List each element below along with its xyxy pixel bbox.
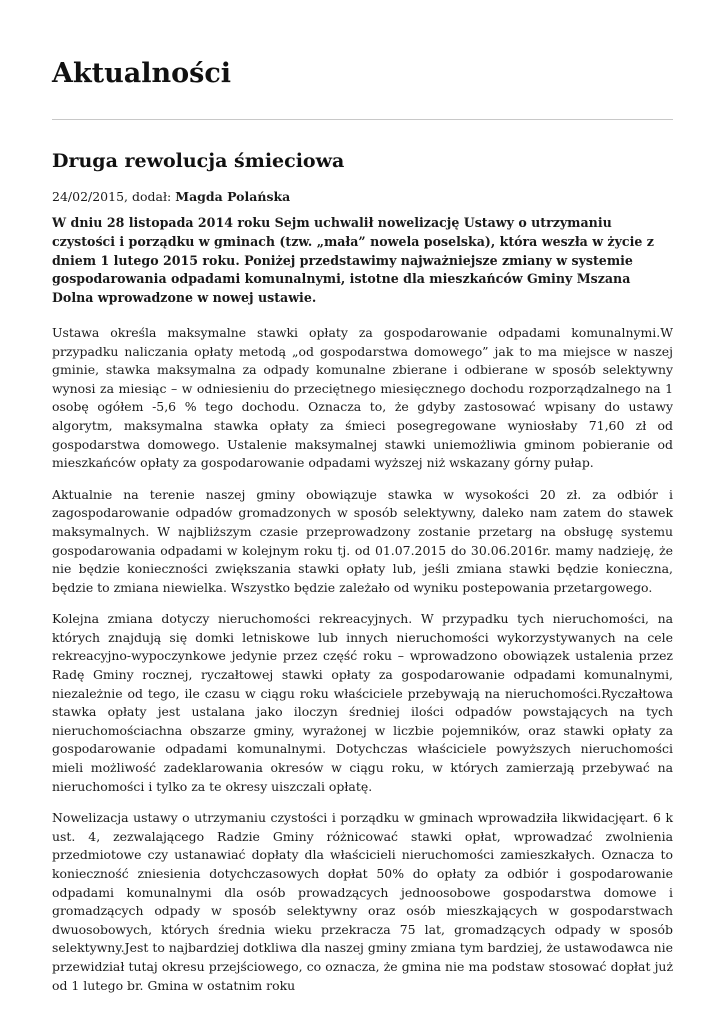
article-author: Magda Polańska bbox=[175, 189, 291, 204]
article-paragraph-3: Kolejna zmiana dotyczy nieruchomości rekreacyjnych. W przypadku tych nieruchomości, na których znajdują się domki letniskowe lub innych nieruchomości wykorzystywanych na cele rekreacyjno-wypoczynkowe jedynie przez część roku – wprowadzono obowiązek ustalenia przez Radę Gminy rocznej, ryczałtowej stawki opłaty za gospodarowanie odpadami komunalnymi, niezależnie od tego, ile czasu w ciągu roku właściciele przebywają na nieruchomości.Ryczałtowa stawka opłaty jest ustalana jako iloczyn średniej ilości odpadów powstających na tych nieruchomościachna obszarze gminy, wyrażonej w liczbie pojemników, oraz stawki opłaty za gospodarowanie odpadami komunalnymi. Dotychczas właściciele powyższych nieruchomości mieli możliwość zadeklarowania okresów w ciągu roku, w których zamierzają przebywać na nieruchomości i tylko za te okresy uiszczali opłatę. bbox=[52, 611, 673, 794]
article-paragraph-4: Nowelizacja ustawy o utrzymaniu czystości i porządku w gminach wprowadziła likwidacjęart. 6 k ust. 4, zezwalającego Radzie Gminy różnicować stawki opłat, wprowadzać zwolnienia przedmiotowe czy ustanawiać dopłaty dla właścicieli nieruchomości zamieszkałych. Oznacza to konieczność zniesienia dotychczasowych dopłat 50% do opłaty za odbiór i gospodarowanie odpadami komunalnymi dla osób prowadzących jednoosobowe gospodarstwa domowe i gromadzących odpady w sposób selektywny oraz osób mieszkających w gospodarstwach dwuosobowych, których średnia wieku przekracza 75 lat, gromadzących odpady w sposób selektywny.Jest to najbardziej dotkliwa dla naszej gminy zmiana tym bardziej, że ustawodawca nie przewidział tutaj okresu przejściowego, co oznacza, że gmina nie ma podstaw stosować dopłat już od 1 lutego br. Gmina w ostatnim roku bbox=[52, 810, 673, 993]
added-by-label: dodał: bbox=[132, 189, 172, 204]
article-date: 24/02/2015 bbox=[52, 189, 125, 204]
article-paragraph-2: Aktualnie na terenie naszej gminy obowiązuje stawka w wysokości 20 zł. za odbiór i zagospodarowanie odpadów gromadzonych w sposób selektywny, daleko nam zatem do stawek maksymalnych. W najbliższym czasie przeprowadzony zostanie przetarg na obsługę systemu gospodarowania odpadami w kolejnym roku tj. od 01.07.2015 do 30.06.2016r. mamy nadzieję, że nie będzie konieczności zwiększania stawki opłaty lub, jeśli zmiana stawki będzie konieczna, będzie to zmiana niewielka. Wszystko będzie zależało od wyniku postepowania przetargowego. bbox=[52, 486, 673, 595]
article-meta: 24/02/2015, dodał: Magda Polańska bbox=[52, 189, 291, 204]
article-title: Druga rewolucja śmieciowa bbox=[52, 150, 345, 172]
page-heading: Aktualności bbox=[52, 58, 232, 89]
article-lead: W dniu 28 listopada 2014 roku Sejm uchwalił nowelizację Ustawy o utrzymaniu czystości i porządku w gminach (tzw. „mała” nowela poselska), która weszła w życie z dniem 1 lutego 2015 roku. Poniżej przedstawimy najważniejsze zmiany w systemie gospodarowania odpadami komunalnymi, istotne dla mieszkańców Gminy Mszana Dolna wprowadzone w nowej ustawie. bbox=[52, 215, 654, 306]
news-article bbox=[52, 148, 673, 1008]
article-paragraph-1: Ustawa określa maksymalne stawki opłaty za gospodarowanie odpadami komunalnymi.W przypadku naliczania opłaty metodą „od gospodarstwa domowego” jak to ma miejsce w naszej gminie, stawka maksymalna za odpady komunalne zbierane i odbierane w sposób selektywny wynosi za miesiąc – w odniesieniu do przeciętnego miesięcznego dochodu rozporządzalnego na 1 osobę ogółem -5,6 % tego dochodu. Oznacza to, że gdyby zastosować wpisany do ustawy algorytm, maksymalna stawka opłaty za śmieci posegregowane wyniosłaby 71,60 zł od gospodarstwa domowego. Ustalenie maksymalnej stawki uniemożliwia gminom pobieranie od mieszkańców opłaty za gospodarowanie odpadami wyższej niż wskazany górny pułap. bbox=[52, 324, 673, 471]
heading-divider bbox=[52, 119, 673, 120]
